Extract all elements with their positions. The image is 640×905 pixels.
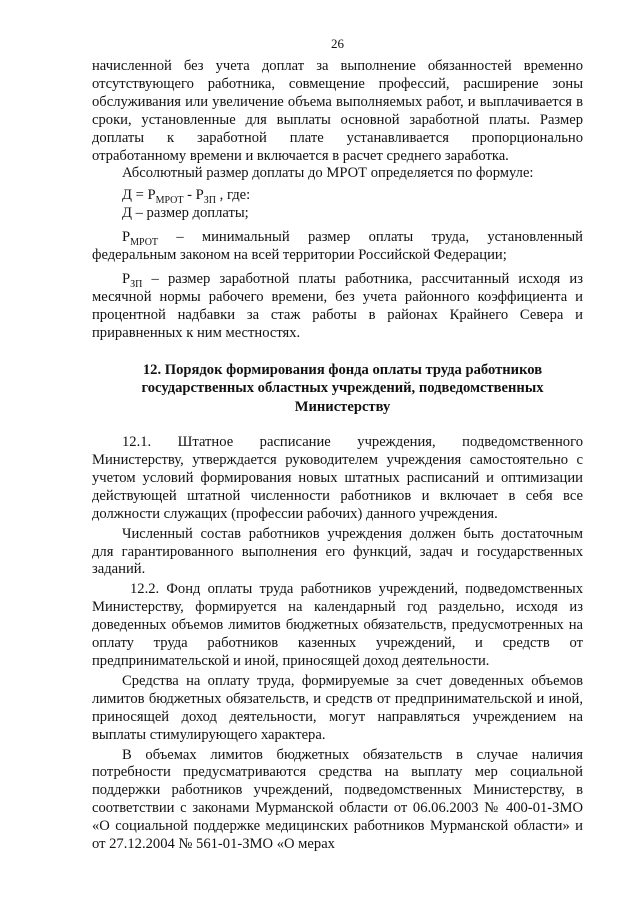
zp-symbol: Р (122, 270, 131, 287)
zp-text: – размер заработной платы работника, рассчитанный исходя из месячной нормы рабочего времени, без учета районного коэффициента и процентной надбавки за стаж работы в районах Крайнего Севера и приравненных к ним местностях. (92, 270, 583, 341)
paragraph-limits: В объемах лимитов бюджетных обязательств в случае наличия потребности предусматриваются средства на выплату мер социальной поддержки работников учреждений, подведомственных Министерству, в соответствии с законами Мурманской области от 06.06.2003 № 400-01-ЗМО «О социальной поддержке медицинских работников Мурманской области» и от 27.12.2004 № 561-01-ЗМО «О мерах (92, 746, 583, 853)
formula-tail: , где: (216, 187, 251, 204)
paragraph-staff: Численный состав работников учреждения должен быть достаточным для гарантированного выполнения его функций, задач и государственных заданий. (92, 525, 583, 578)
formula-lhs: Д = Р (122, 187, 156, 204)
paragraph-12-2: 12.2. Фонд оплаты труда работников учреждений, подведомственных Министерству, формируется на календарный год раздельно, исходя из доведенных объемов лимитов бюджетных обязательств, предусмотренных на оплату труда работников казенных учреждений, и средств от предпринимательской и иной, приносящей доход деятельности. (92, 581, 583, 669)
paragraph-funds: Средства на оплату труда, формируемые за счет доведенных объемов лимитов бюджетных обязательств, и средств от предпринимательской и иной, приносящей доход деятельности, могут направляться учреждением на выплаты стимулирующего характера. (92, 672, 583, 743)
paragraph-doplata-calc: начисленной без учета доплат за выполнение обязанностей временно отсутствующего работника, совмещение профессий, расширение зоны обслуживания или увеличение объема выполняемых работ, и выплачивается в сроки, установленные для выплаты основной заработной платы. Размер доплаты к заработной плате устанавливается пропорционально отработанному времени и включается в расчет среднего заработка. (92, 58, 583, 164)
section-heading: 12. Порядок формирования фонда оплаты труда работников государственных областных учреждений, подведомственных Министерству (141, 361, 544, 415)
definition-d: Д – размер доплаты; (122, 205, 249, 222)
mrot-subscript: МРОТ (130, 237, 159, 249)
mrot-symbol: Р (122, 229, 131, 246)
page-number: 26 (331, 36, 344, 51)
definition-mrot (92, 229, 583, 265)
zp-subscript: ЗП (130, 278, 143, 290)
definition-zp (92, 271, 583, 343)
formula-sub-mrot: МРОТ (155, 195, 184, 207)
formula-minus: - Р (183, 187, 204, 204)
formula-line (92, 187, 583, 205)
paragraph-formula-intro: Абсолютный размер доплаты до МРОТ определяется по формуле: (122, 165, 534, 182)
formula-sub-zp: ЗП (203, 195, 217, 207)
paragraph-12-1: 12.1. Штатное расписание учреждения, подведомственного Министерству, утверждается руководителем учреждения самостоятельно с учетом условий формирования новых штатных расписаний и оптимизации действующей штатной численности работников и включает в себя все должности служащих (профессии рабочих) данного учреждения. (92, 434, 583, 522)
mrot-text: – минимальный размер оплаты труда, установленный федеральным законом на всей территории Российской Федерации; (92, 229, 583, 264)
